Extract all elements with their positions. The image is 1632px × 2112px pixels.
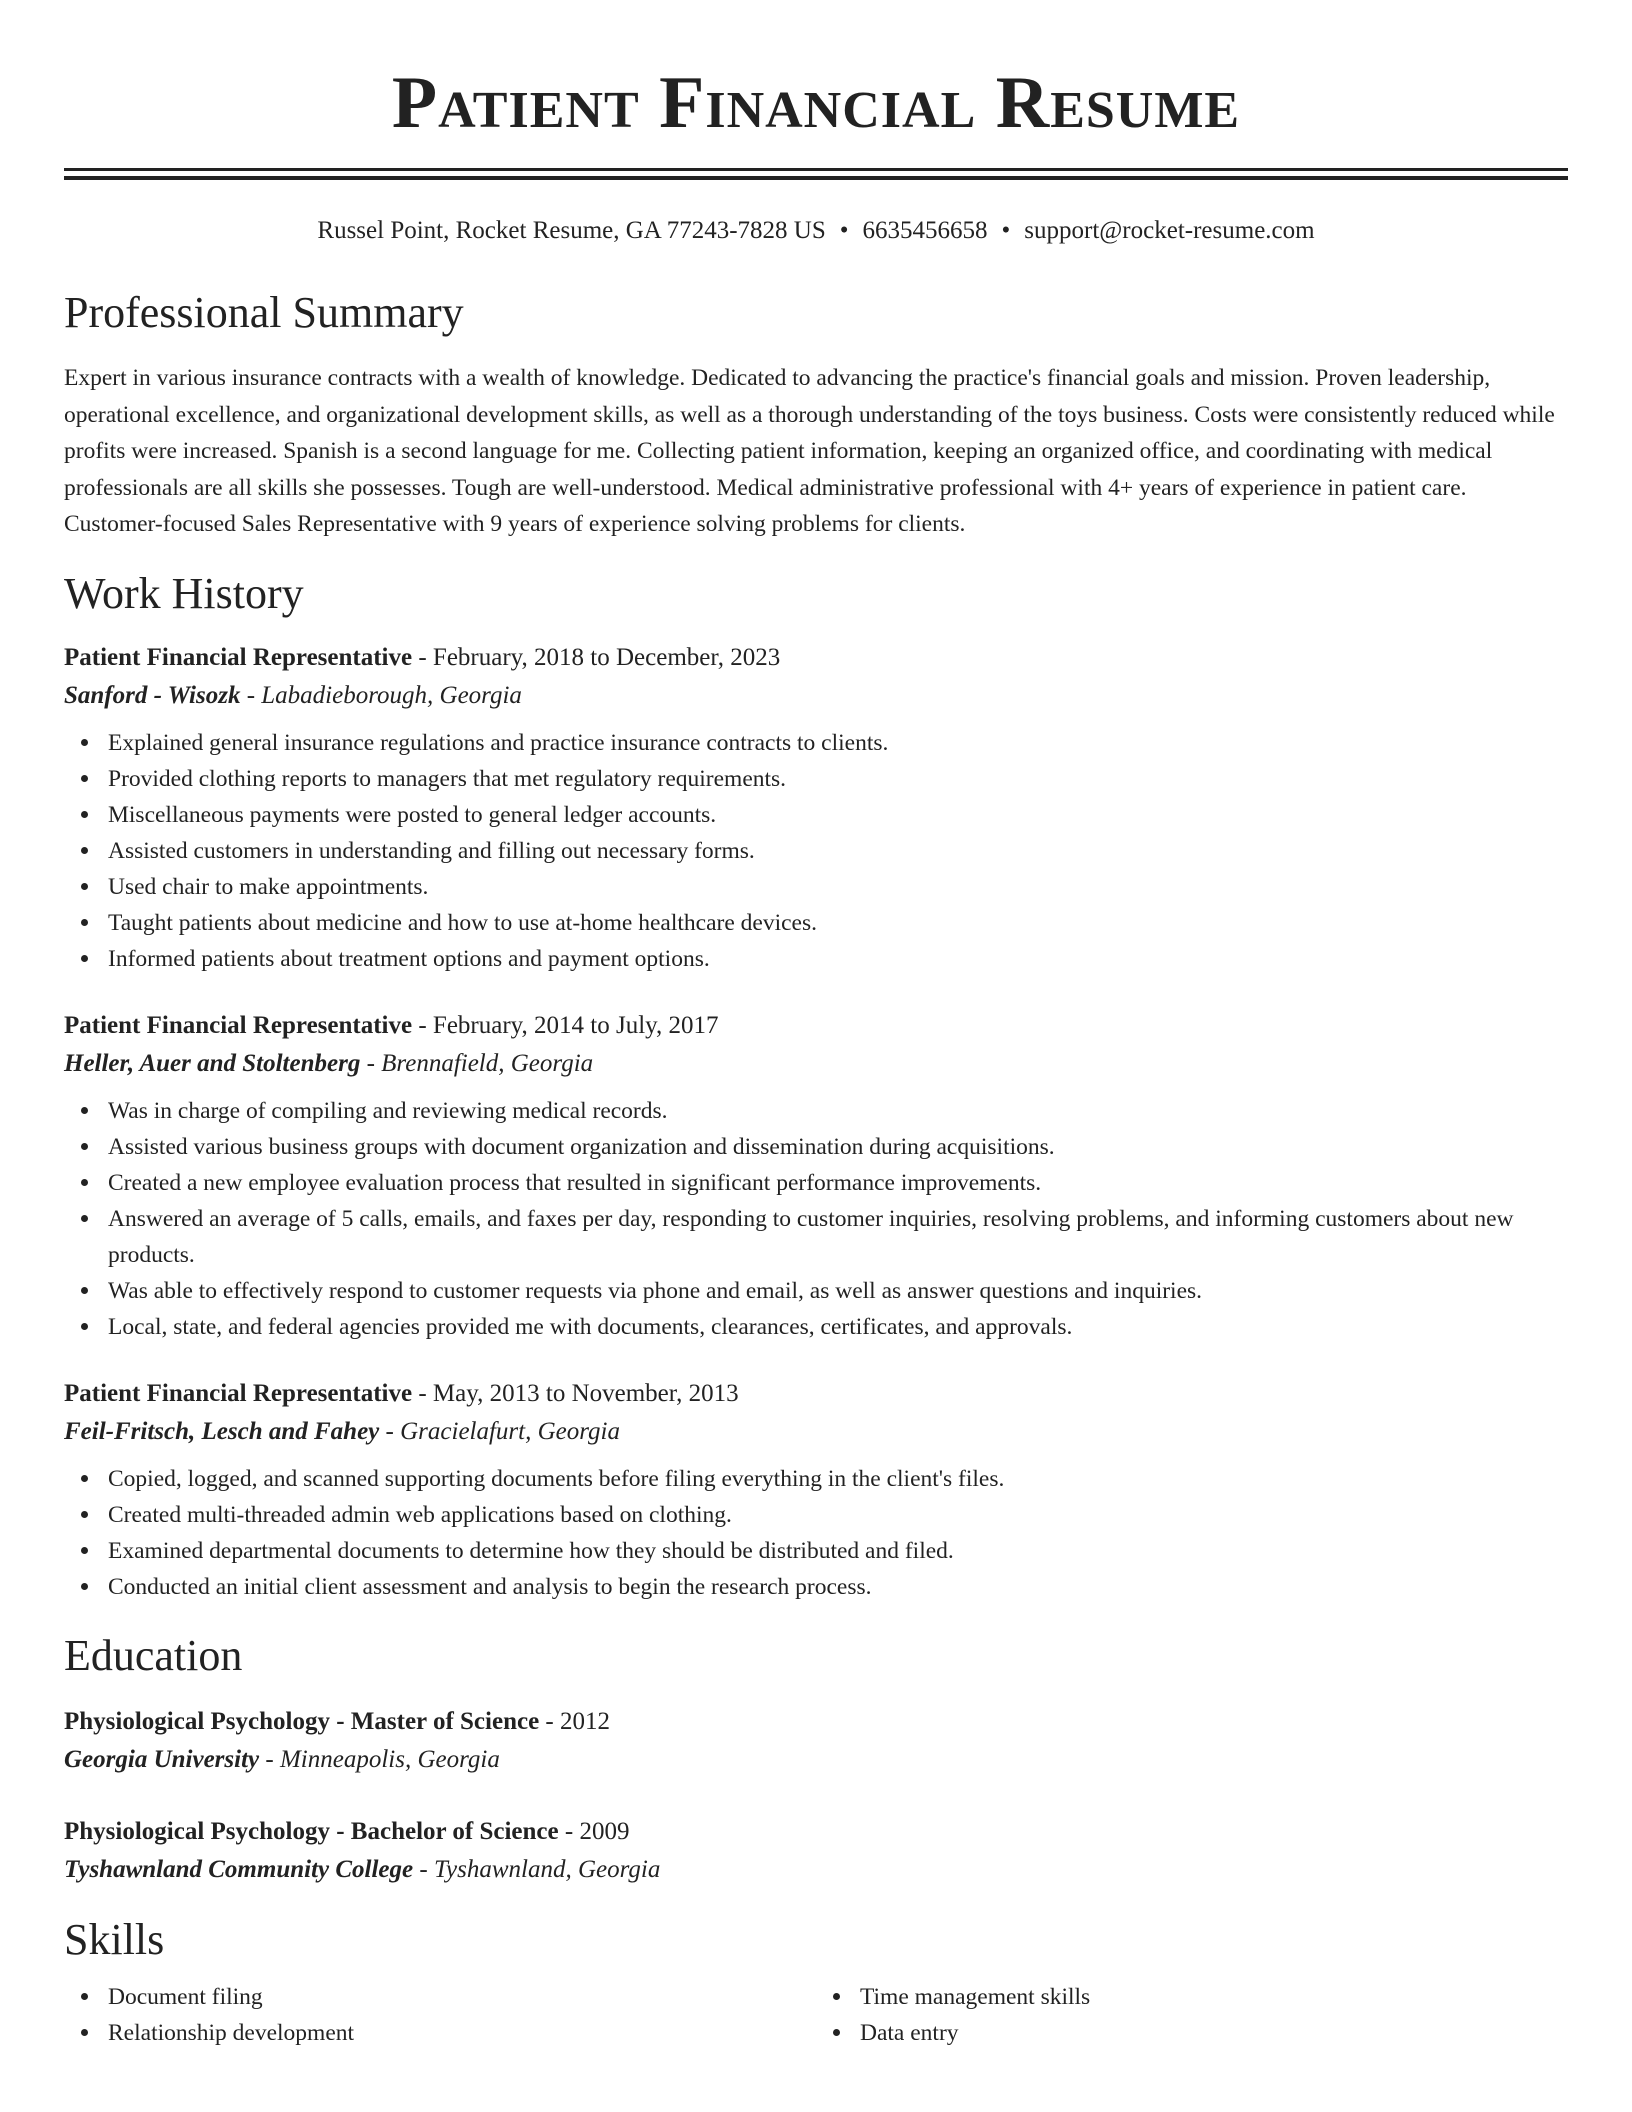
job-bullets	[64, 1461, 1568, 1605]
job-bullet-text: Created multi-threaded admin web applications based on clothing.	[108, 1501, 732, 1528]
education-location: - Minneapolis, Georgia	[259, 1745, 500, 1773]
summary-heading: Professional Summary	[64, 288, 464, 337]
education-entry	[64, 1813, 1568, 1889]
bullet-dot	[81, 1475, 88, 1482]
job-dates: - February, 2018 to December, 2023	[412, 643, 781, 671]
education-school-line	[64, 1741, 1568, 1779]
job-company: Feil-Fritsch, Lesch and Fahey	[64, 1417, 380, 1445]
job-bullet	[108, 761, 1568, 797]
job-bullet	[108, 1093, 1568, 1129]
bullet-dot	[81, 811, 88, 818]
skills-column-right	[816, 1979, 1568, 2051]
skill-item	[860, 2015, 1568, 2051]
job-bullet-text: Assisted customers in understanding and filling out necessary forms.	[108, 837, 755, 864]
job-bullet-text: Conducted an initial client assessment and analysis to begin the research process.	[108, 1573, 872, 1600]
job-dates: - February, 2014 to July, 2017	[412, 1011, 719, 1039]
bullet-dot	[81, 883, 88, 890]
job-employer	[64, 677, 1568, 715]
education-heading: Education	[64, 1630, 243, 1680]
job-bullet-text: Was in charge of compiling and reviewing medical records.	[108, 1097, 668, 1124]
job-bullet-text: Provided clothing reports to managers that met regulatory requirements.	[108, 765, 787, 792]
job-location: - Labadieborough, Georgia	[240, 681, 522, 709]
job-bullet	[108, 1569, 1568, 1605]
education-year: - 2012	[539, 1707, 610, 1735]
job-location: - Gracielafurt, Georgia	[379, 1417, 621, 1445]
job-employer	[64, 1413, 1568, 1451]
contact-separator: •	[839, 217, 849, 244]
skill-text: Time management skills	[860, 1983, 1091, 2010]
skill-text: Document filing	[108, 1983, 263, 2010]
bullet-dot	[81, 1143, 88, 1150]
job-bullets	[64, 1093, 1568, 1345]
resume-name: Patient Financial Resume	[391, 62, 1241, 144]
skills-list	[64, 1979, 1568, 2051]
job-bullet-text: Informed patients about treatment options and payment options.	[108, 945, 710, 972]
contact-email: support@rocket-resume.com	[1024, 217, 1315, 244]
education-degree: Physiological Psychology - Master of Science	[64, 1707, 540, 1735]
job-dates: - May, 2013 to November, 2013	[412, 1379, 739, 1407]
bullet-dot	[81, 1511, 88, 1518]
job-bullet	[108, 1165, 1568, 1201]
bullet-dot	[81, 739, 88, 746]
bullet-dot	[81, 955, 88, 962]
job-bullet-text: Assisted various business groups with document organization and dissemination during acquisitions.	[108, 1133, 1055, 1160]
skill-item	[860, 1979, 1568, 2015]
bullet-dot	[81, 919, 88, 926]
contact-line	[64, 216, 1568, 246]
job-entry	[64, 1007, 1568, 1345]
bullet-dot	[81, 1287, 88, 1294]
bullet-dot	[833, 2029, 840, 2036]
job-header	[64, 639, 1568, 677]
job-bullet	[108, 905, 1568, 941]
job-bullet	[108, 1309, 1568, 1345]
job-bullet-text: Created a new employee evaluation process that resulted in significant performance improvements.	[108, 1169, 1042, 1196]
contact-address: Russel Point, Rocket Resume, GA 77243-7828 US	[317, 217, 826, 244]
summary-text: Expert in various insurance contracts with a wealth of knowledge. Dedicated to advancing the practice's financial goals and mission. Proven leadership, operational excellence, and organizational development skills, as well as a thorough understanding of the toys business. Costs were consistently reduced while profits were increased. Spanish is a second language for me. Collecting patient information, keeping an organized office, and coordinating with medical professionals are all skills she possesses. Tough are well-understood. Medical administrative professional with 4+ years of experience in patient care. Customer-focused Sales Representative with 9 years of experience solving problems for clients.	[64, 365, 1555, 537]
skill-item	[108, 1979, 816, 2015]
job-bullets	[64, 725, 1568, 977]
job-company: Heller, Auer and Stoltenberg	[64, 1049, 361, 1077]
contact-separator: •	[1001, 217, 1011, 244]
bullet-dot	[81, 1583, 88, 1590]
skill-text: Relationship development	[108, 2019, 355, 2046]
bullet-dot	[81, 1215, 88, 1222]
education-location: - Tyshawnland, Georgia	[413, 1855, 661, 1883]
skill-item	[108, 2015, 816, 2051]
job-bullet	[108, 1273, 1568, 1309]
education-year: - 2009	[558, 1817, 630, 1845]
job-bullet	[108, 1461, 1568, 1497]
work-history-heading: Work History	[64, 568, 304, 618]
skills-column-left	[64, 1979, 816, 2051]
job-bullet	[108, 869, 1568, 905]
job-bullet-text: Taught patients about medicine and how to use at-home healthcare devices.	[108, 909, 817, 936]
job-role: Patient Financial Representative	[64, 1011, 413, 1039]
job-bullet	[108, 725, 1568, 761]
job-entry	[64, 639, 1568, 977]
education-school: Tyshawnland Community College	[64, 1855, 414, 1883]
education-header	[64, 1703, 1568, 1741]
job-bullet-text: Local, state, and federal agencies provided me with documents, clearances, certificates, and approvals.	[108, 1313, 1073, 1340]
education-school: Georgia University	[64, 1745, 260, 1773]
education-header	[64, 1813, 1568, 1851]
job-bullet-text: Copied, logged, and scanned supporting documents before filing everything in the client's files.	[108, 1465, 1005, 1492]
job-employer	[64, 1045, 1568, 1083]
job-bullet	[108, 941, 1568, 977]
bullet-dot	[81, 1993, 88, 2000]
job-entry	[64, 1375, 1568, 1605]
education-entry	[64, 1703, 1568, 1779]
bullet-dot	[81, 775, 88, 782]
job-bullet	[108, 1201, 1568, 1273]
bullet-dot	[833, 1993, 840, 2000]
job-header	[64, 1007, 1568, 1045]
contact-phone: 6635456658	[862, 217, 988, 244]
education-school-line	[64, 1851, 1568, 1889]
job-bullet	[108, 833, 1568, 869]
bullet-dot	[81, 1179, 88, 1186]
skill-text: Data entry	[860, 2019, 959, 2046]
bullet-dot	[81, 1323, 88, 1330]
bullet-dot	[81, 2029, 88, 2036]
job-bullet	[108, 797, 1568, 833]
job-bullet-text: Used chair to make appointments.	[108, 873, 429, 900]
header-divider	[64, 168, 1568, 180]
education-degree: Physiological Psychology - Bachelor of Science	[64, 1817, 559, 1845]
job-bullet	[108, 1533, 1568, 1569]
job-role: Patient Financial Representative	[64, 643, 413, 671]
job-bullet	[108, 1129, 1568, 1165]
job-location: - Brennafield, Georgia	[360, 1049, 594, 1077]
skills-heading: Skills	[64, 1914, 165, 1964]
job-bullet-text: Examined departmental documents to determine how they should be distributed and filed.	[108, 1537, 954, 1564]
job-bullet-text: Was able to effectively respond to customer requests via phone and email, as well as answer questions and inquiries.	[108, 1277, 1203, 1304]
job-bullet-text: Answered an average of 5 calls, emails, and faxes per day, responding to customer inquiries, resolving problems, and informing customers about new products.	[108, 1205, 1514, 1268]
bullet-dot	[81, 847, 88, 854]
job-bullet	[108, 1497, 1568, 1533]
job-bullet-text: Miscellaneous payments were posted to general ledger accounts.	[108, 801, 717, 828]
job-header	[64, 1375, 1568, 1413]
job-company: Sanford - Wisozk	[64, 681, 241, 709]
job-bullet-text: Explained general insurance regulations and practice insurance contracts to clients.	[108, 729, 889, 756]
bullet-dot	[81, 1107, 88, 1114]
job-role: Patient Financial Representative	[64, 1379, 413, 1407]
bullet-dot	[81, 1547, 88, 1554]
